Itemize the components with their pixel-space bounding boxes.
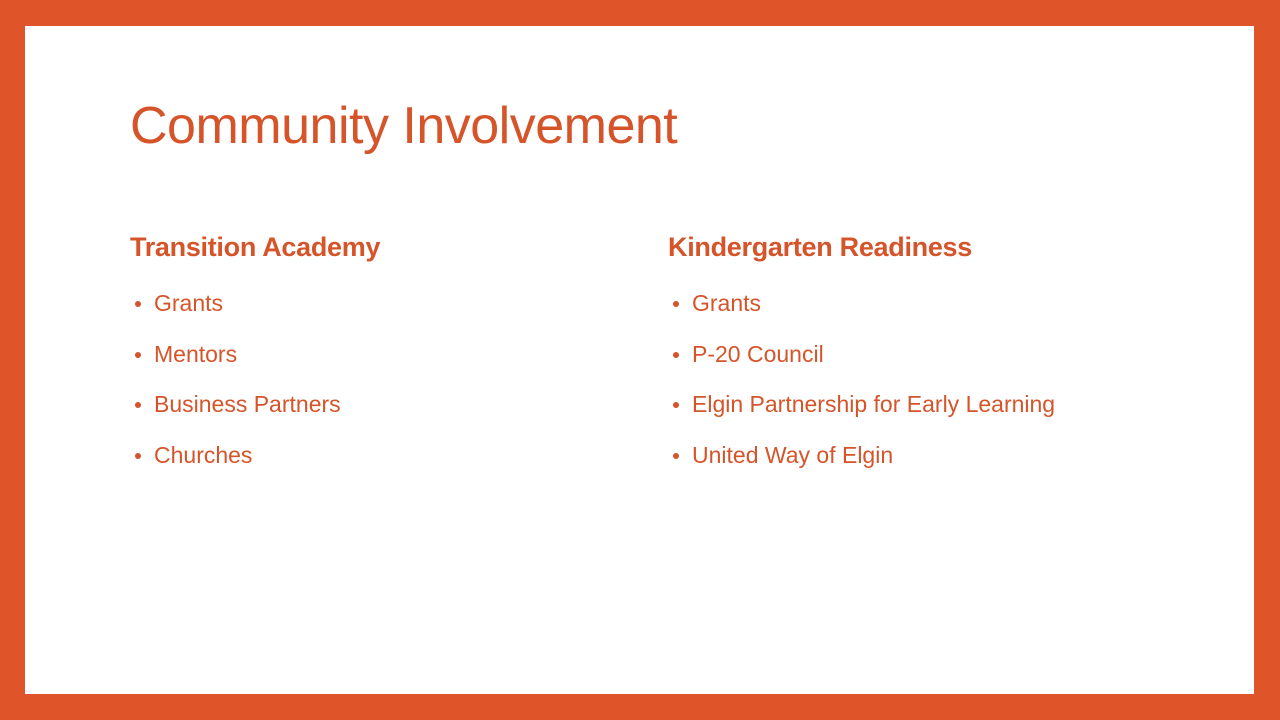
list-item	[130, 340, 341, 394]
bullet-icon	[673, 402, 679, 408]
list-item	[668, 292, 1055, 343]
list-item	[130, 292, 341, 343]
left-column	[130, 232, 381, 468]
bullet-icon	[135, 453, 141, 459]
right-column	[668, 232, 1056, 468]
list-item	[668, 340, 1055, 394]
bullet-text: Mentors	[154, 340, 238, 367]
left-bullet-list	[130, 292, 341, 494]
slide-canvas	[25, 26, 1254, 694]
bullet-icon	[135, 301, 141, 307]
bullet-text: Business Partners	[154, 391, 341, 417]
list-item	[668, 393, 1055, 444]
bullet-text: Grants	[692, 290, 762, 316]
list-item	[130, 393, 341, 444]
bullet-icon	[135, 352, 141, 358]
bullet-text: P-20 Council	[692, 340, 824, 367]
bullet-icon	[673, 301, 679, 307]
bullet-text: Churches	[154, 441, 253, 468]
list-item	[668, 441, 1055, 495]
slide-title: Community Involvement	[130, 97, 678, 155]
right-column-heading: Kindergarten Readiness	[668, 232, 972, 262]
left-column-heading: Transition Academy	[130, 232, 381, 262]
bullet-text: Grants	[154, 290, 224, 316]
bullet-text: United Way of Elgin	[692, 441, 894, 468]
bullet-icon	[673, 453, 679, 459]
bullet-icon	[673, 352, 679, 358]
bullet-text: Elgin Partnership for Early Learning	[692, 391, 1056, 417]
right-bullet-list	[668, 292, 1055, 494]
bullet-icon	[135, 402, 141, 408]
list-item	[130, 441, 341, 495]
